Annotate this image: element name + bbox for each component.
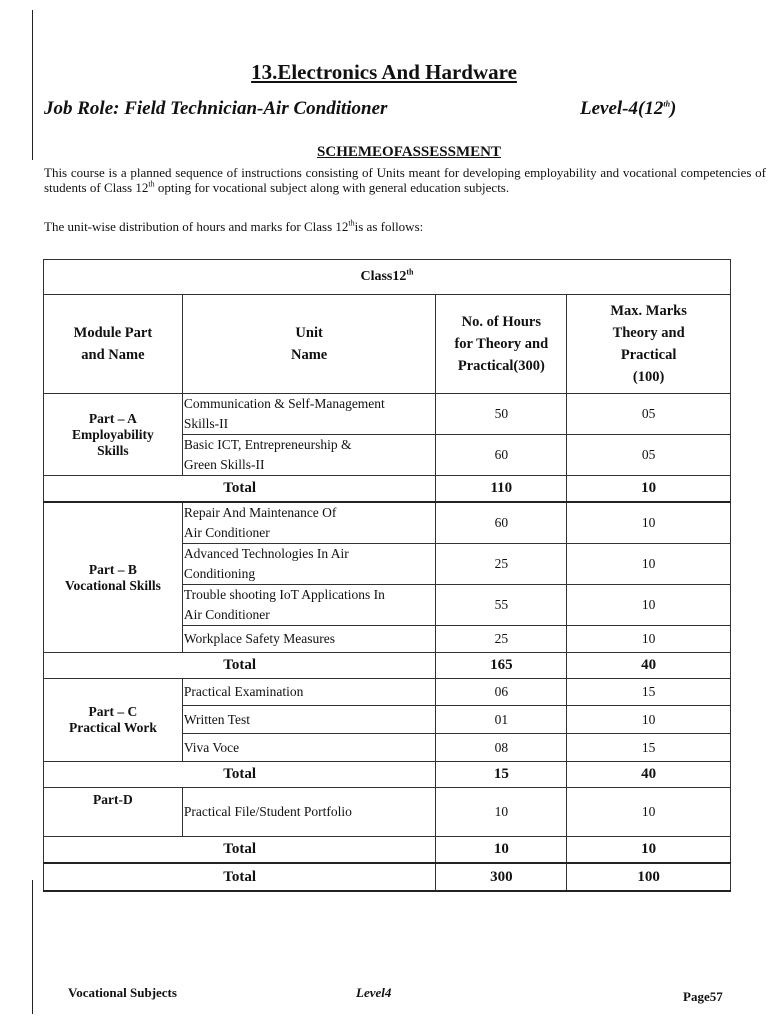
marks-cell: 15 (567, 734, 731, 762)
footer-left: Vocational Subjects (68, 985, 177, 1000)
unit-name: Viva Voce (182, 734, 436, 762)
total-label: Total (44, 653, 436, 679)
grand-total-label: Total (44, 863, 436, 891)
margin-line-top (32, 10, 33, 160)
unit-name: Basic ICT, Entrepreneurship & Green Skills-II (182, 435, 436, 476)
unit-name: Practical File/Student Portfolio (182, 788, 436, 837)
grand-total-marks: 100 (567, 863, 731, 891)
page-title: 13.Electronics And Hardware (251, 60, 517, 84)
part-b-name: Part – B Vocational Skills (44, 502, 183, 653)
footer-page-number: Page57 (683, 989, 723, 1004)
header-row (44, 295, 731, 394)
header-marks: Max. Marks Theory and Practical (100) (567, 295, 731, 394)
marks-cell: 15 (567, 679, 731, 706)
total-marks: 40 (567, 653, 731, 679)
total-row (44, 837, 731, 864)
level-label: Level-4(12th) (580, 98, 677, 119)
total-row (44, 476, 731, 503)
hours-cell: 01 (436, 706, 567, 734)
total-marks: 10 (567, 837, 731, 864)
table-row (44, 788, 731, 837)
part-a-name: Part – A Employability Skills (44, 394, 183, 476)
table-row (44, 679, 731, 706)
assessment-table (43, 259, 731, 892)
total-hours: 15 (436, 762, 567, 788)
marks-cell: 10 (567, 502, 731, 544)
hours-cell: 25 (436, 544, 567, 585)
total-marks: 10 (567, 476, 731, 503)
unit-name: Written Test (182, 706, 436, 734)
hours-cell: 10 (436, 788, 567, 837)
table-row (44, 502, 731, 544)
table-row (44, 394, 731, 435)
job-role: Job Role: Field Technician-Air Conditioner (44, 98, 388, 119)
total-marks: 40 (567, 762, 731, 788)
grand-total-hours: 300 (436, 863, 567, 891)
total-label: Total (44, 837, 436, 864)
class-row (44, 260, 731, 295)
intro-paragraph: This course is a planned sequence of instructions consisting of Units meant for developing employability and vocational competencies of students of Class 12th opting for vocational subject along with general education subjects. (44, 165, 766, 195)
header-unit: Unit Name (182, 295, 436, 394)
total-label: Total (44, 762, 436, 788)
unit-name: Trouble shooting IoT Applications In Air Conditioner (182, 585, 436, 626)
header-module: Module Part and Name (44, 295, 183, 394)
marks-cell: 05 (567, 435, 731, 476)
unit-name: Practical Examination (182, 679, 436, 706)
hours-cell: 08 (436, 734, 567, 762)
scheme-heading: SCHEMEOFASSESSMENT (317, 144, 501, 160)
unit-name: Advanced Technologies In Air Conditioning (182, 544, 436, 585)
hours-cell: 55 (436, 585, 567, 626)
marks-cell: 10 (567, 585, 731, 626)
total-row (44, 653, 731, 679)
hours-cell: 60 (436, 435, 567, 476)
hours-cell: 60 (436, 502, 567, 544)
marks-cell: 10 (567, 788, 731, 837)
class-label: Class12th (44, 260, 731, 295)
total-label: Total (44, 476, 436, 503)
part-c-name: Part – C Practical Work (44, 679, 183, 762)
marks-cell: 05 (567, 394, 731, 435)
footer-center: Level4 (356, 985, 392, 1000)
marks-cell: 10 (567, 626, 731, 653)
total-hours: 165 (436, 653, 567, 679)
total-hours: 110 (436, 476, 567, 503)
part-d-name: Part-D (44, 788, 183, 837)
grand-total-row (44, 863, 731, 891)
hours-cell: 50 (436, 394, 567, 435)
intro-distribution-line: The unit-wise distribution of hours and marks for Class 12this as follows: (44, 218, 424, 234)
unit-name: Communication & Self-Management Skills-II (182, 394, 436, 435)
margin-line-bottom (32, 880, 33, 1014)
header-hours: No. of Hours for Theory and Practical(300) (436, 295, 567, 394)
unit-name: Repair And Maintenance Of Air Conditioner (182, 502, 436, 544)
hours-cell: 06 (436, 679, 567, 706)
hours-cell: 25 (436, 626, 567, 653)
unit-name: Workplace Safety Measures (182, 626, 436, 653)
total-row (44, 762, 731, 788)
total-hours: 10 (436, 837, 567, 864)
marks-cell: 10 (567, 544, 731, 585)
marks-cell: 10 (567, 706, 731, 734)
